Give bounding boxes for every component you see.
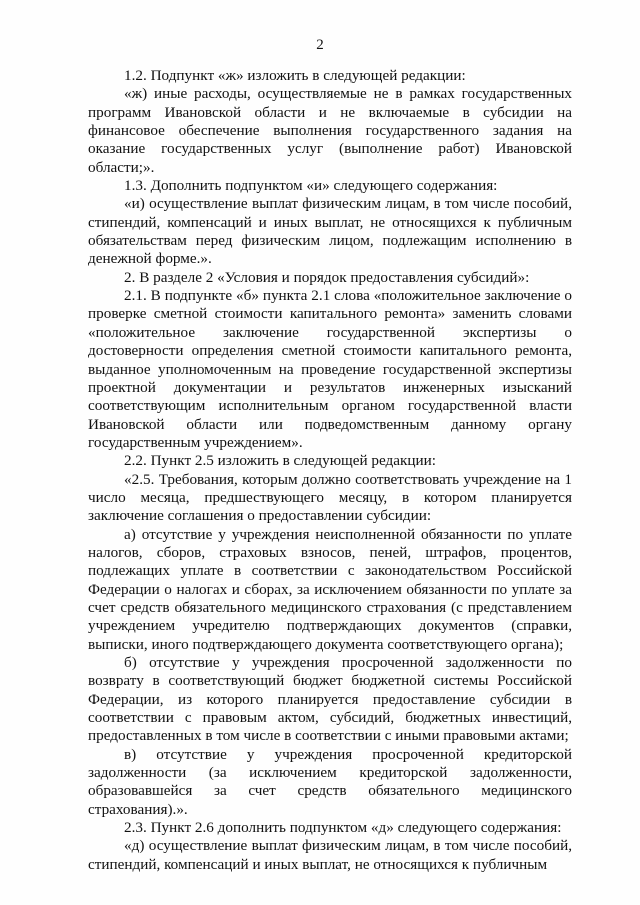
paragraph-2-5-b: б) отсутствие у учреждения просроченной задолженности по возврату в соответствующий бюджет бюджетной системы Российской Федерации, из которого планируется предоставление субсидии в соответствии с правовым актом, субсидий, бюджетных инвестиций, предоставленных в том числе в соответствии с иными правовыми актами; xyxy=(88,654,572,745)
paragraph-1-2-heading: 1.2. Подпункт «ж» изложить в следующей редакции: xyxy=(124,67,466,84)
paragraph-zh-text: «ж) иные расходы, осуществляемые не в рамках государственных программ Ивановской области и не включаемые в субсидии на финансовое обеспечение выполнения государственного задания на оказание государственных услуг (выполнение работ) Ивановской области;». xyxy=(88,85,572,176)
paragraph-section-2-heading: 2. В разделе 2 «Условия и порядок предоставления субсидий»: xyxy=(124,268,530,286)
paragraph-i-text: «и) осуществление выплат физическим лицам, в том числе пособий, стипендий, компенсаций и иных выплат, не относящихся к публичным обязательствам перед физическим лицом, подлежащим исполнению в денежной форме.». xyxy=(88,195,572,268)
paragraph-2-5-a: а) отсутствие у учреждения неисполненной обязанности по уплате налогов, сборов, страховых взносов, пеней, штрафов, процентов, подлежащих уплате в соответствии с законодательством Российской Федерации о налогах и сборах, за исключением обязанности по уплате за счет средств обязательного медицинского страхования (с представлением учреждением учредителю подтверждающих документов (справки, выписки, иного подтверждающего документа соответствующего органа); xyxy=(88,525,572,653)
page-number: 2 xyxy=(316,37,324,53)
paragraph-d-text: «д) осуществление выплат физическим лицам, в том числе пособий, стипендий, компенсаций и иных выплат, не относящихся к публичным xyxy=(88,837,572,873)
paragraph-2-5-v: в) отсутствие у учреждения просроченной кредиторской задолженности (за исключением кредиторской задолженности, образовавшейся за счет средств обязательного медицинского страхования).». xyxy=(88,745,572,818)
document-body xyxy=(88,67,572,874)
paragraph-1-3-heading: 1.3. Дополнить подпунктом «и» следующего содержания: xyxy=(124,177,498,195)
paragraph-2-5-intro: «2.5. Требования, которым должно соответствовать учреждение на 1 число месяца, предшествующего месяцу, в котором планируется заключение соглашения о предоставлении субсидии: xyxy=(88,470,572,525)
paragraph-2-1-text: 2.1. В подпункте «б» пункта 2.1 слова «положительное заключение о проверке сметной стоимости капитального ремонта» заменить словами «положительное заключение государственной экспертизы о достоверности определения сметной стоимости капитального ремонта, выданное уполномоченным на проведение государственной экспертизы проектной документации и результатов инженерных изысканий соответствующим исполнительным органом государственной власти Ивановской области или подведомственным данному органу государственным учреждением». xyxy=(88,287,572,451)
paragraph-2-2-heading: 2.2. Пункт 2.5 изложить в следующей редакции: xyxy=(124,452,437,470)
paragraph-2-3-heading: 2.3. Пункт 2.6 дополнить подпунктом «д» следующего содержания: xyxy=(124,819,562,837)
